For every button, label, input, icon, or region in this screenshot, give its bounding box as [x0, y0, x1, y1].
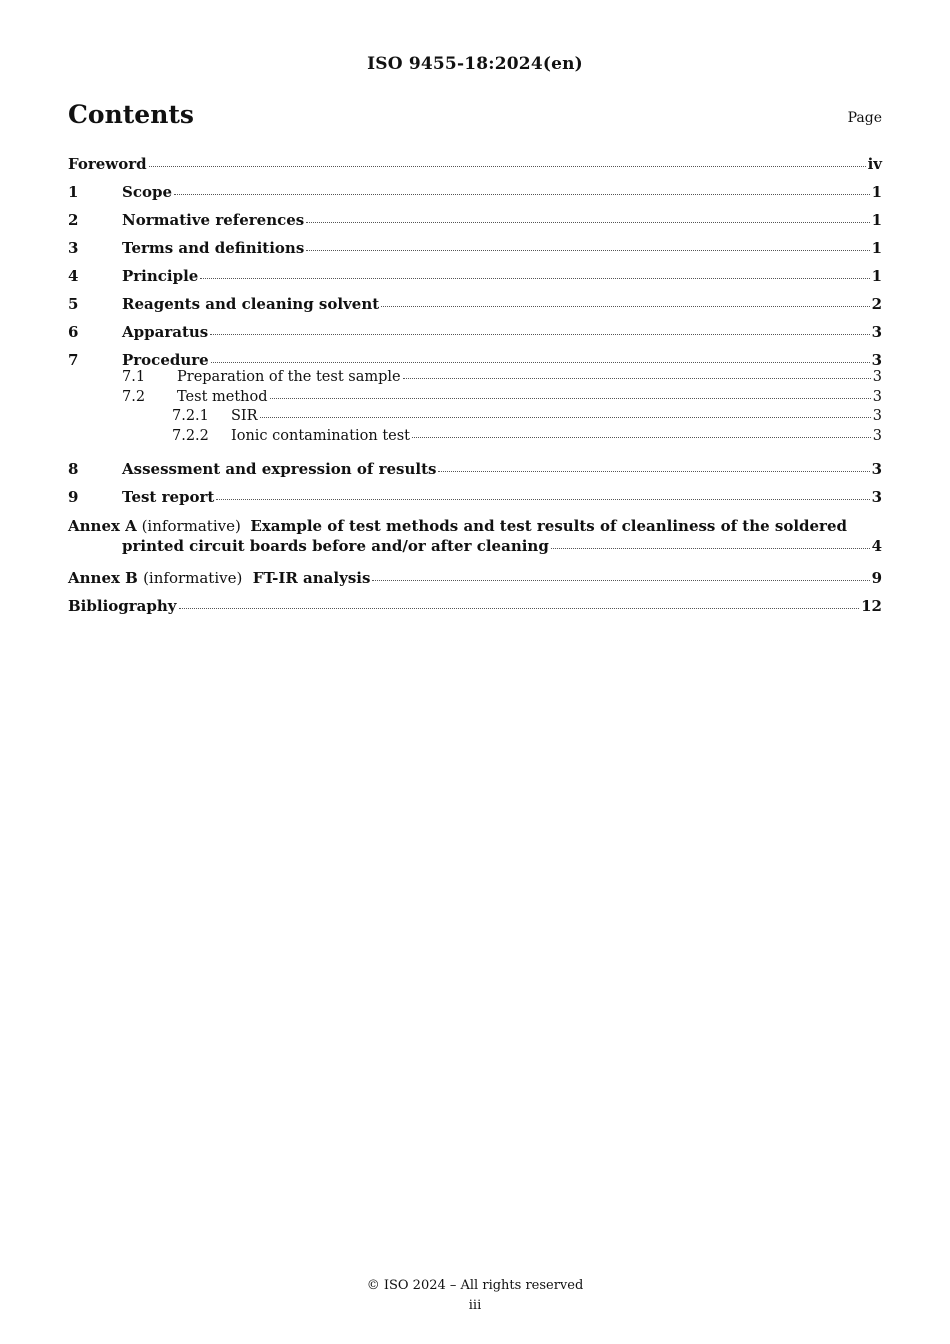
toc-entry-number: 7 [68, 351, 79, 369]
toc-entry-page: 3 [872, 408, 882, 424]
toc-entry-title: Bibliography [68, 597, 177, 615]
toc-entry-number: 7.2 [122, 388, 146, 405]
toc-entry-title: Reagents and cleaning solvent [122, 295, 380, 313]
toc-entry-title: Foreword [68, 155, 147, 173]
toc-entry-terms-and-definitions[interactable] [68, 234, 882, 262]
toc-entry-bibliography[interactable] [68, 592, 882, 620]
table-of-contents [68, 150, 882, 620]
toc-entry-scope[interactable] [68, 178, 882, 206]
toc-entry-title: Principle [122, 267, 199, 285]
toc-entry-title: SIR [231, 408, 258, 424]
dot-leader [260, 417, 871, 418]
toc-entry-test-report[interactable] [68, 483, 882, 511]
toc-entry-page: 1 [871, 211, 882, 229]
dot-leader [200, 278, 869, 279]
dot-leader [216, 499, 869, 500]
toc-entry-page: 1 [871, 267, 882, 285]
dot-leader [179, 608, 860, 609]
page-column-label: Page [847, 110, 882, 126]
annex-title: FT-IR analysis [252, 569, 371, 587]
toc-entry-number: 7.1 [122, 369, 146, 385]
dot-leader [372, 580, 869, 581]
toc-entry-title: Ionic contamination test [231, 427, 411, 444]
dot-leader [438, 471, 869, 472]
toc-entry-page: 3 [871, 488, 882, 506]
toc-entry-page: 1 [871, 183, 882, 201]
annex-type: (informative) [141, 517, 241, 535]
toc-entry-title: Preparation of the test sample [177, 369, 401, 385]
toc-entry-number: 1 [68, 183, 79, 201]
toc-entry-page: 3 [872, 427, 882, 444]
toc-entry-page: iv [867, 155, 882, 173]
toc-entry-title: Test method [177, 388, 268, 405]
dot-leader [412, 437, 871, 438]
toc-entry-title: Test report [122, 488, 215, 506]
annex-label: Annex A [68, 517, 137, 535]
toc-entry-annex-a[interactable] [68, 516, 882, 556]
annex-type: (informative) [143, 569, 243, 587]
toc-entry-number: 7.2.1 [172, 408, 209, 424]
toc-entry-number: 8 [68, 460, 79, 478]
toc-entry-annex-b[interactable] [68, 564, 882, 592]
page-number: iii [468, 1298, 482, 1313]
dot-leader [551, 548, 870, 549]
annex-label: Annex B [68, 569, 138, 587]
toc-entry-title: Scope [122, 183, 173, 201]
toc-entry-number: 4 [68, 267, 79, 285]
toc-entry-apparatus[interactable] [68, 318, 882, 346]
toc-entry-title: Terms and definitions [122, 239, 305, 257]
toc-entry-number: 3 [68, 239, 79, 257]
toc-entry-foreword[interactable] [68, 150, 882, 178]
toc-entry-page: 3 [871, 323, 882, 341]
dot-leader [306, 222, 869, 223]
dot-leader [174, 194, 870, 195]
toc-entry-page: 3 [872, 369, 882, 385]
toc-entry-page: 1 [871, 239, 882, 257]
toc-entry-page: 4 [871, 537, 882, 555]
annex-title-line1: Example of test methods and test results of cleanliness of the soldered [250, 517, 847, 535]
toc-entry-title: Assessment and expression of results [122, 460, 437, 478]
toc-entry-page: 3 [871, 351, 882, 369]
toc-entry-title: Normative references [122, 211, 305, 229]
toc-entry-normative-references[interactable] [68, 206, 882, 234]
toc-entry-number: 6 [68, 323, 79, 341]
toc-entry-page: 3 [872, 388, 882, 405]
toc-entry-number: 2 [68, 211, 79, 229]
annex-b-heading [68, 564, 370, 592]
document-id: ISO 9455-18:2024(en) [367, 54, 583, 74]
toc-entry-page: 2 [871, 295, 882, 313]
dot-leader [211, 362, 870, 363]
toc-entry-title: Procedure [122, 351, 209, 369]
toc-entry-principle[interactable] [68, 262, 882, 290]
toc-entry-page: 12 [861, 597, 882, 615]
dot-leader [149, 166, 866, 167]
toc-entry-number: 9 [68, 488, 79, 506]
toc-entry-page: 9 [871, 569, 882, 587]
toc-subentry-preparation[interactable] [68, 368, 882, 388]
toc-entry-reagents[interactable] [68, 290, 882, 318]
copyright-notice: © ISO 2024 – All rights reserved [366, 1278, 584, 1293]
toc-entry-title: Apparatus [122, 323, 209, 341]
toc-entry-page: 3 [871, 460, 882, 478]
toc-subentry-ionic-contamination[interactable] [68, 427, 882, 447]
toc-entry-assessment[interactable] [68, 455, 882, 483]
dot-leader [381, 306, 869, 307]
dot-leader [270, 398, 871, 399]
toc-subentry-sir[interactable] [68, 407, 882, 427]
toc-subentry-test-method[interactable] [68, 388, 882, 408]
dot-leader [210, 334, 869, 335]
contents-heading: Contents [68, 100, 195, 129]
toc-entry-number: 5 [68, 295, 79, 313]
dot-leader [306, 250, 869, 251]
dot-leader [403, 378, 871, 379]
annex-title-line2: printed circuit boards before and/or after cleaning [122, 537, 549, 555]
toc-entry-number: 7.2.2 [172, 427, 209, 444]
page-footer [0, 1276, 950, 1316]
